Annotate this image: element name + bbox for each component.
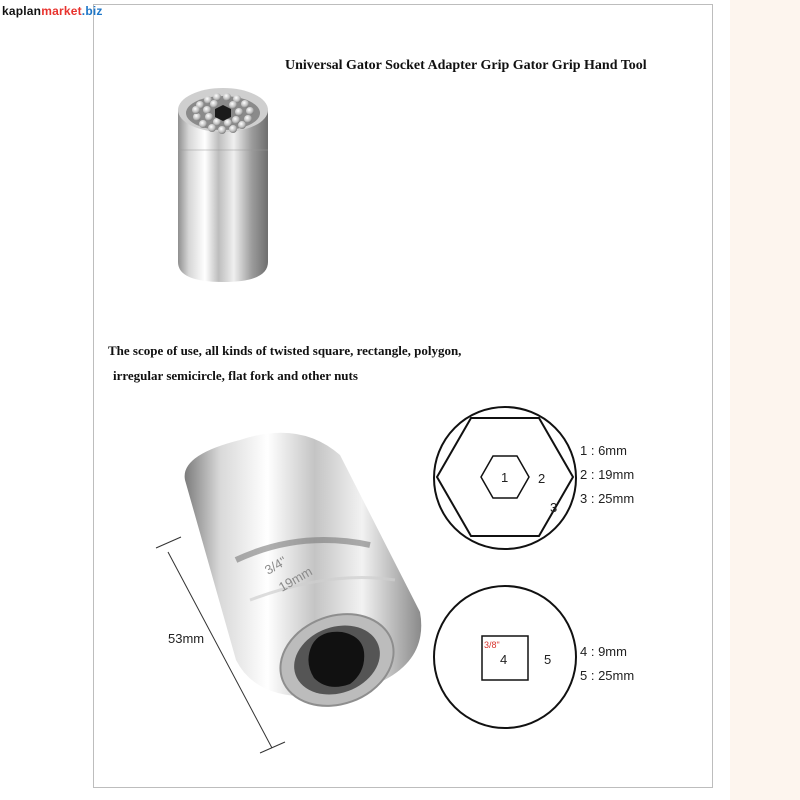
hex-spec-3: 3 : 25mm — [580, 491, 635, 506]
socket-engraving-mm: 19mm — [276, 563, 315, 595]
length-label: 53mm — [168, 631, 205, 646]
watermark-part-3: .biz — [81, 4, 103, 18]
square-label-5: 5 — [544, 652, 552, 667]
drive-size-label: 3/8" — [484, 640, 500, 650]
drive-socket-bottom — [185, 433, 422, 721]
product-title: Universal Gator Socket Adapter Grip Gator Grip Hand Tool — [285, 58, 647, 73]
scope-line-1: The scope of use, all kinds of twisted square, rectangle, polygon, — [108, 343, 462, 358]
socket-engraving-size: 3/4" — [262, 553, 290, 578]
hex-label-2: 2 — [538, 471, 546, 486]
gator-grip-socket-top — [178, 88, 268, 282]
square-spec-4: 4 : 9mm — [580, 644, 627, 659]
watermark-part-1: kaplan — [2, 4, 42, 18]
hex-spec-1: 1 : 6mm — [580, 443, 627, 458]
watermark-part-2: market — [41, 4, 82, 18]
square-drive-opening — [308, 632, 364, 687]
hex-label-1: 1 — [501, 470, 509, 485]
square-label-4: 4 — [500, 652, 508, 667]
hex-label-3: 3 — [550, 500, 558, 515]
scope-line-2: irregular semicircle, flat fork and other nuts — [113, 368, 358, 383]
square-spec-5: 5 : 25mm — [580, 668, 635, 683]
square-drive-diagram — [434, 586, 576, 728]
hex-spec-2: 2 : 19mm — [580, 467, 635, 482]
scope-of-use-text — [108, 338, 461, 388]
hex-size-diagram — [434, 407, 576, 549]
